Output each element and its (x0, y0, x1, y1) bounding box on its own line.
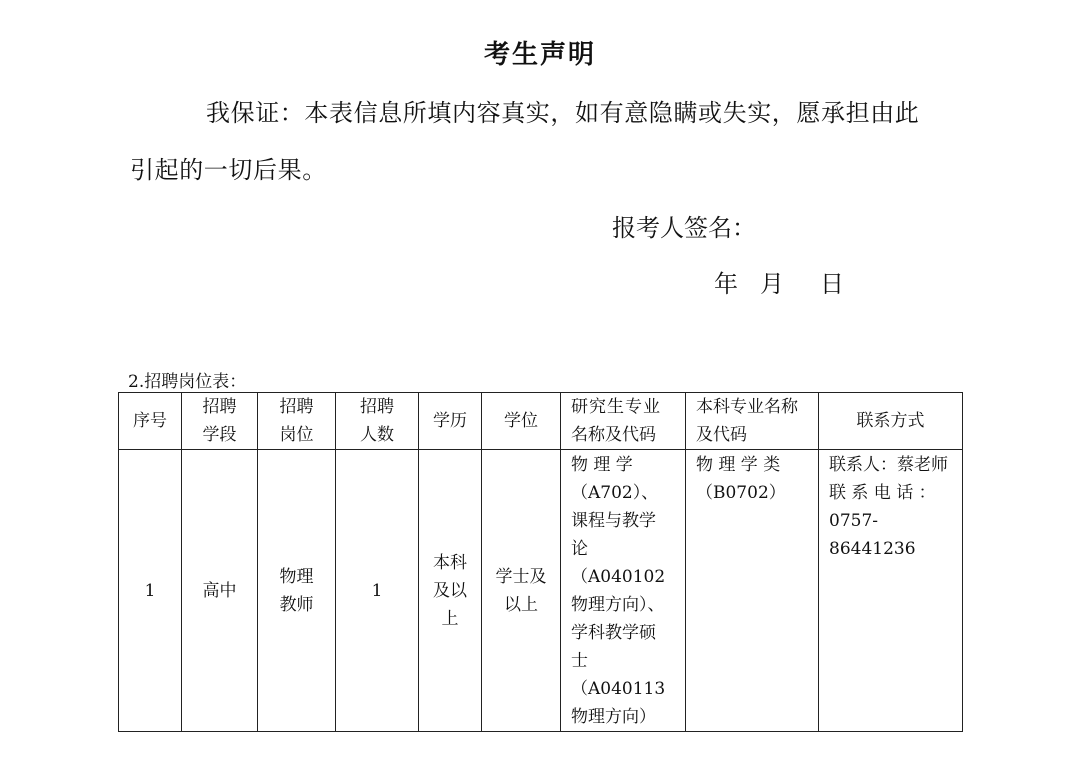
cell-degree: 学士及 以上 (482, 450, 561, 732)
date-year-label: 年 (714, 270, 738, 298)
recruitment-table (118, 392, 963, 732)
grad-major-line: （A702）、 (571, 483, 659, 503)
header-seq: 序号 (119, 393, 182, 450)
table-caption: 2.招聘岗位表： (128, 372, 247, 392)
header-education: 学历 (419, 393, 482, 450)
header-contact: 联系方式 (819, 393, 963, 450)
grad-major-line: 学科教学硕 (571, 623, 656, 643)
cell-section: 高中 (182, 450, 258, 732)
declaration-title: 考生声明 (483, 40, 596, 70)
undergrad-major-line: 物 理 学 类 (696, 455, 781, 475)
header-undergrad-major: 本科专业名称 及代码 (686, 393, 819, 450)
grad-major-line: 物理方向） (571, 707, 656, 727)
grad-major-line: 物 理 学 (571, 455, 633, 475)
cell-education: 本科 及以 上 (419, 450, 482, 732)
table-row (119, 450, 963, 732)
grad-major-line: 物理方向）、 (571, 595, 665, 615)
grad-major-line: 课程与教学 (571, 511, 656, 531)
header-degree: 学位 (482, 393, 561, 450)
cell-grad-major (561, 450, 686, 732)
contact-line: 0757-86441236 (829, 511, 916, 559)
table-header-row (119, 393, 963, 450)
declaration-text-line2: 引起的一切后果。 (130, 156, 327, 184)
declaration-text-line1: 我保证：本表信息所填内容真实，如有意隐瞒或失实，愿承担由此 (206, 99, 920, 127)
grad-major-line: 论（A040102 (571, 539, 666, 587)
header-count: 招聘 人数 (336, 393, 419, 450)
undergrad-major-line: （B0702） (696, 483, 786, 503)
header-grad-major: 研究生专业 名称及代码 (561, 393, 686, 450)
date-day-label: 日 (820, 270, 844, 298)
grad-major-line: 士（A040113 (571, 651, 666, 699)
signature-label: 报考人签名： (612, 214, 756, 242)
date-line (714, 264, 844, 299)
cell-count: 1 (336, 450, 419, 732)
cell-post: 物理 教师 (258, 450, 336, 732)
contact-line: 联系人：蔡老师 (829, 455, 948, 475)
header-post: 招聘 岗位 (258, 393, 336, 450)
cell-seq: 1 (119, 450, 182, 732)
contact-line: 联 系 电 话 ： (829, 483, 936, 503)
header-section: 招聘 学段 (182, 393, 258, 450)
cell-undergrad-major (686, 450, 819, 732)
cell-contact (819, 450, 963, 732)
date-month-label: 月 (760, 270, 784, 298)
